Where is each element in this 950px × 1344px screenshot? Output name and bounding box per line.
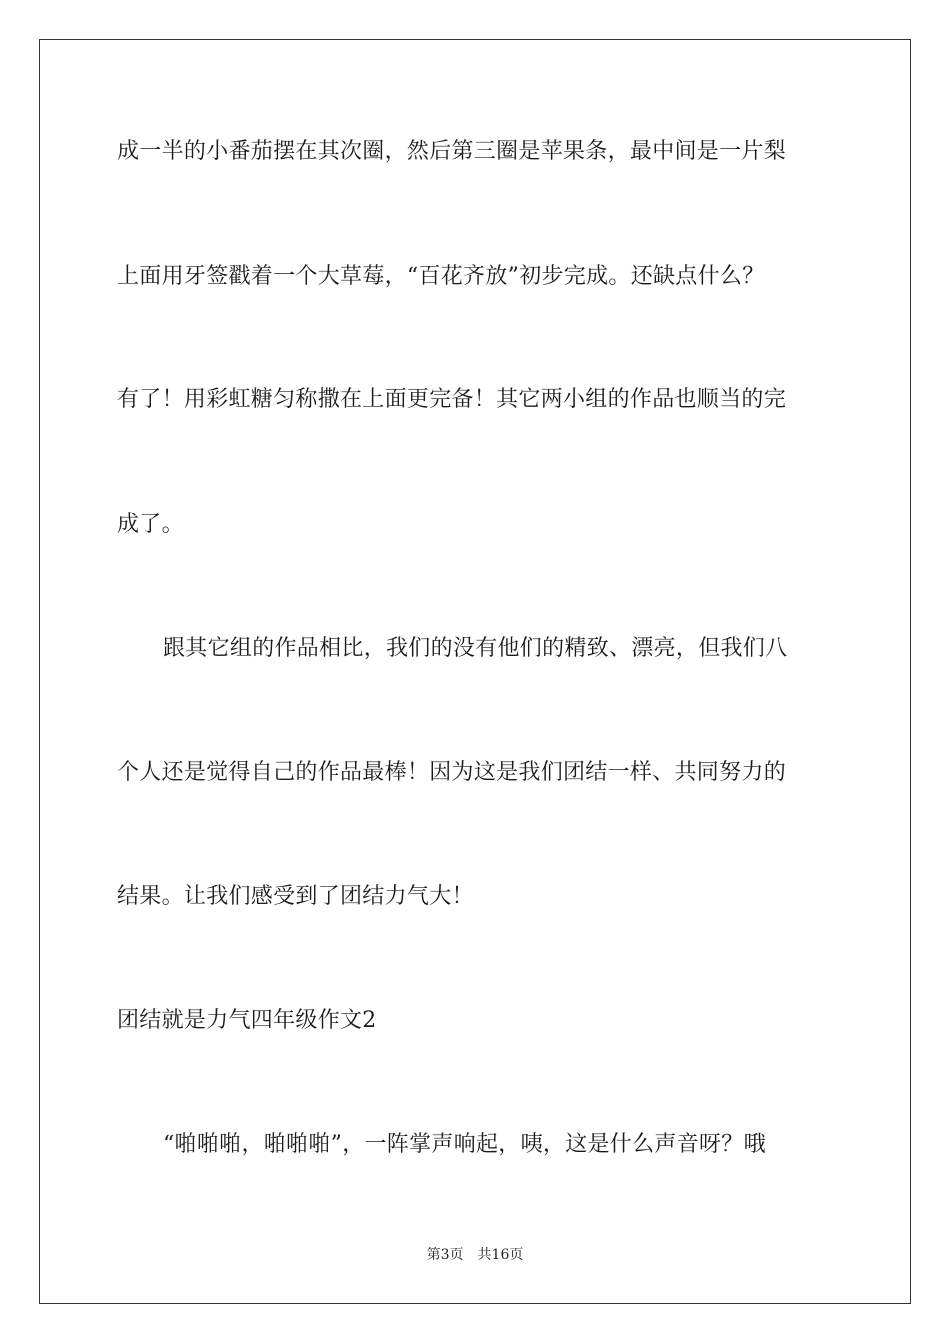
body-text-line: 成了。 [117, 512, 184, 537]
body-text-line: 上面用牙签戳着一个大草莓，“百花齐放”初步完成。还缺点什么？ [117, 264, 765, 289]
page-number: 第3页 [426, 1247, 464, 1263]
body-text-line: 结果。让我们感受到了团结力气大！ [117, 884, 474, 909]
body-text-line: 成一半的小番茄摆在其次圈，然后第三圈是苹果条，最中间是一片梨 [117, 139, 787, 164]
page-footer [0, 1246, 950, 1264]
section-heading: 团结就是力气四年级作文2 [117, 1008, 377, 1033]
body-text-line: 跟其它组的作品相比，我们的没有他们的精致、漂亮，但我们八 [163, 636, 788, 661]
page-total: 共16页 [477, 1247, 524, 1263]
body-text-line: 个人还是觉得自己的作品最棒！因为这是我们团结一样、共同努力的 [117, 760, 787, 785]
page-border [39, 39, 911, 1304]
body-text-line: 有了！用彩虹糖匀称撒在上面更完备！其它两小组的作品也顺当的完 [117, 387, 787, 412]
body-text-line: “啪啪啪，啪啪啪”，一阵掌声响起，咦，这是什么声音呀？哦 [163, 1132, 766, 1157]
